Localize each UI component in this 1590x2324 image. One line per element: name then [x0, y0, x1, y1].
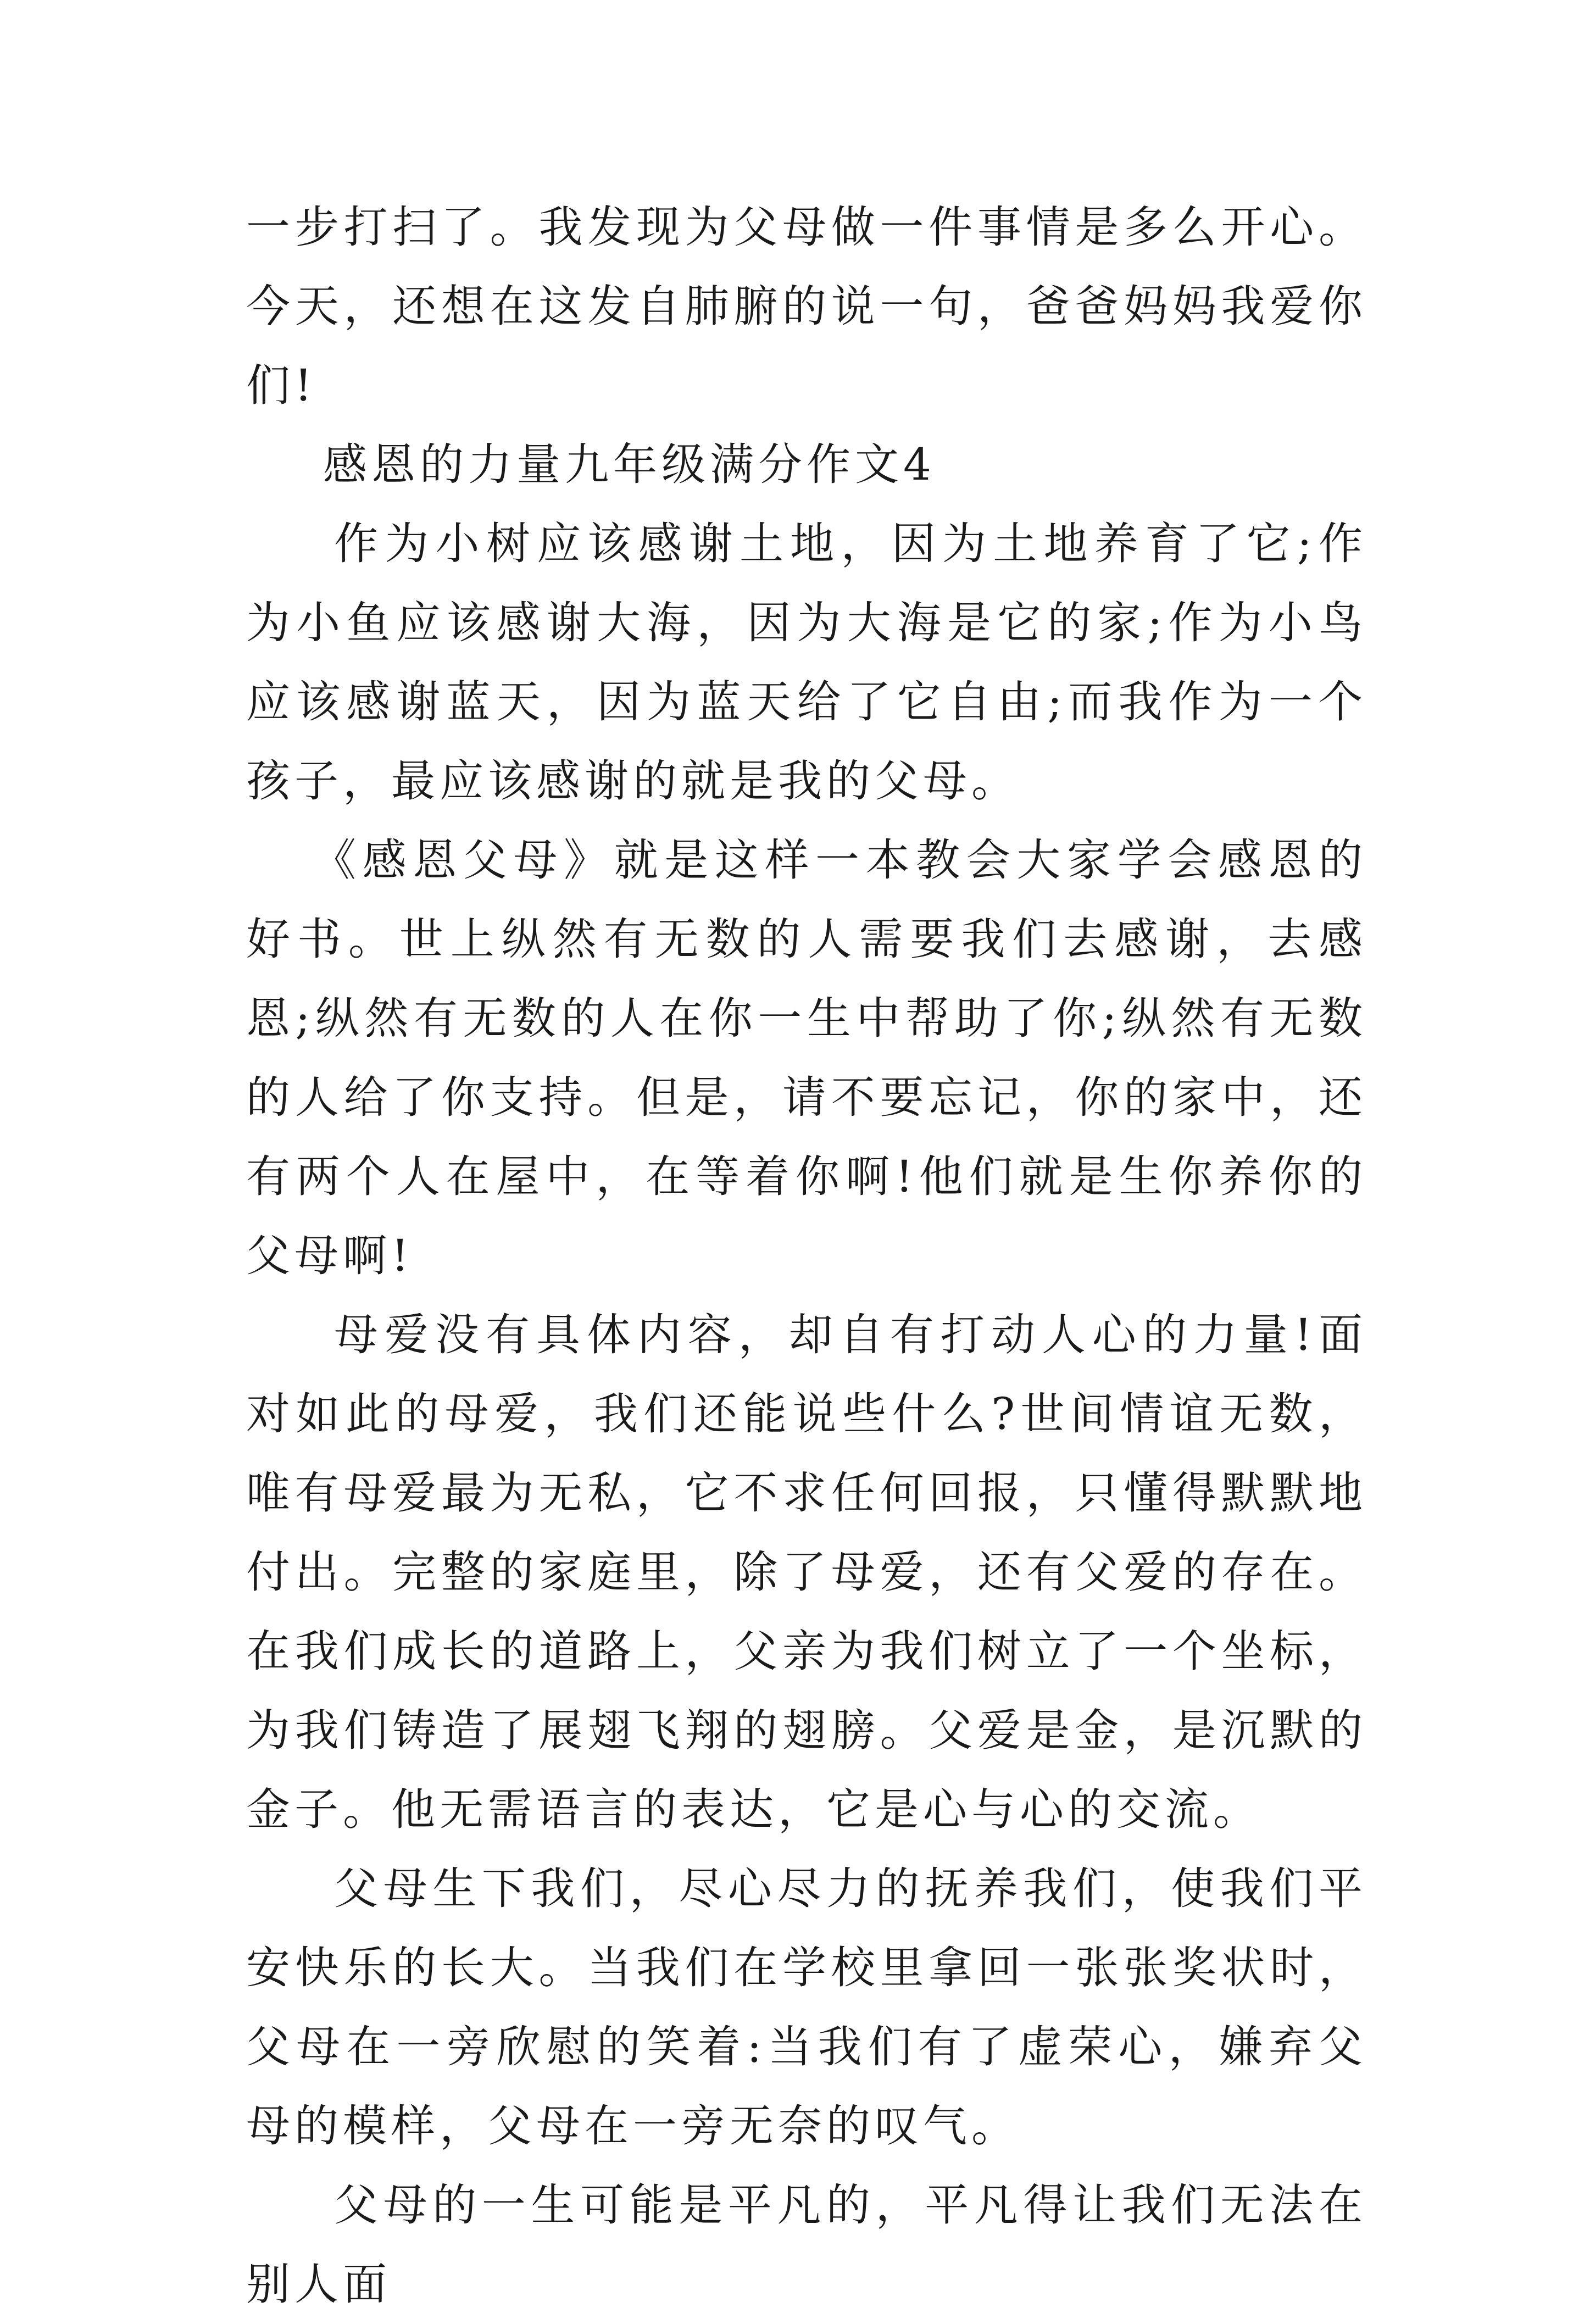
paragraph: 作为小树应该感谢土地，因为土地养育了它;作为小鱼应该感谢大海，因为大海是它的家;作为小鸟应该感谢蓝天，因为蓝天给了它自由;而我作为一个孩子，最应该感谢的就是我的父母。: [246, 518, 1367, 807]
paragraph: 《感恩父母》就是这样一本教会大家学会感恩的好书。世上纵然有无数的人需要我们去感谢，去感恩;纵然有无数的人在你一生中帮助了你;纵然有无数的人给了你支持。但是，请不要忘记，你的家中，还有两个人在屋中，在等着你啊!他们就是生你养你的父母啊!: [246, 835, 1367, 1281]
paragraph: 父母的一生可能是平凡的，平凡得让我们无法在别人面: [246, 2180, 1367, 2310]
paragraph: 母爱没有具体内容，却自有打动人心的力量!面对如此的母爱，我们还能说些什么?世间情谊无数，唯有母爱最为无私，它不求任何回报，只懂得默默地付出。完整的家庭里，除了母爱，还有父爱的存在。在我们成长的道路上，父亲为我们树立了一个坐标，为我们铸造了展翅飞翔的翅膀。父爱是金，是沉默的金子。他无需语言的表达，它是心与心的交流。: [246, 1309, 1367, 1835]
essay-heading: 感恩的力量九年级满分作文4: [323, 439, 936, 490]
paragraph-continuation: 一步打扫了。我发现为父母做一件事情是多么开心。今天，还想在这发自肺腑的说一句，爸爸妈妈我爱你们!: [246, 202, 1367, 411]
essay-text: [246, 188, 1367, 2324]
paragraph: 父母生下我们，尽心尽力的抚养我们，使我们平安快乐的长大。当我们在学校里拿回一张张奖状时，父母在一旁欣慰的笑着:当我们有了虚荣心，嫌弃父母的模样，父母在一旁无奈的叹气。: [246, 1863, 1367, 2151]
